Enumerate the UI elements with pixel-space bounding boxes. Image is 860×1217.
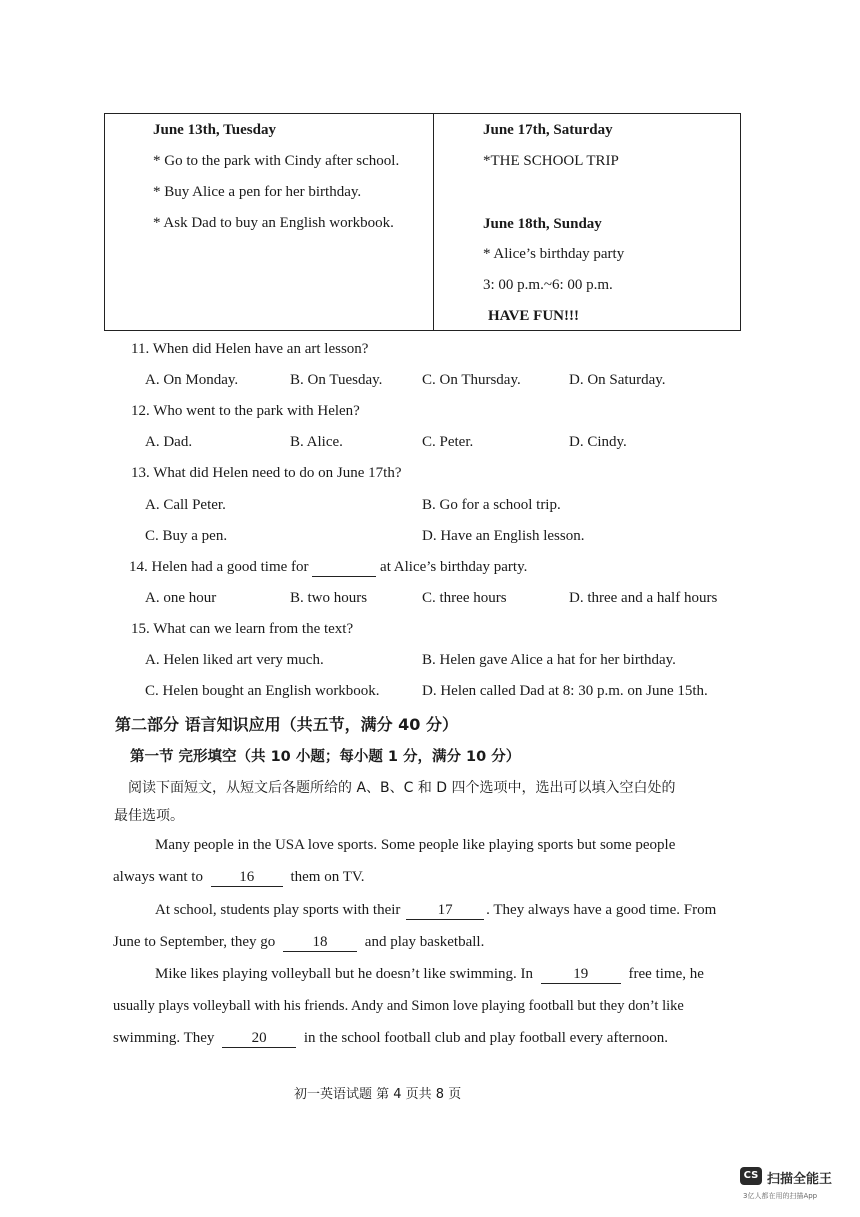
left-item-1: * Go to the park with Cindy after school.	[153, 153, 400, 169]
question-number: 11.	[131, 341, 150, 357]
question-text-after: at Alice’s birthday party.	[380, 559, 528, 575]
passage-p2-line2: June to September, they go 18 and play basketball.	[113, 934, 485, 950]
q11-option-a: A. On Monday.	[145, 372, 239, 388]
right-item-2: * Alice’s birthday party	[483, 246, 625, 262]
right-have-fun: HAVE FUN!!!	[488, 308, 579, 324]
q14-option-a: A. one hour	[145, 590, 217, 606]
question-14	[129, 559, 527, 577]
passage-p3-line1: Mike likes playing volleyball but he doesn’t like swimming. In 19 free time, he	[155, 966, 704, 982]
question-text: What did Helen need to do on June 17th?	[153, 465, 402, 481]
q14-option-d: D. three and a half hours	[569, 590, 718, 606]
q12-option-c: C. Peter.	[422, 434, 474, 450]
instruction-line-1: 阅读下面短文，从短文后各题所给的 A、B、C 和 D 四个选项中，选出可以填入空白处的	[128, 780, 676, 796]
passage-p3-line2: usually plays volleyball with his friends. Andy and Simon love playing football but they don’t like	[113, 998, 684, 1014]
blank-17: 17	[406, 902, 484, 920]
question-13	[131, 465, 402, 482]
q15-option-b: B. Helen gave Alice a hat for her birthday.	[422, 652, 676, 668]
passage-p2-line1: At school, students play sports with their 17 . They always have a good time. From	[155, 902, 717, 918]
q15-option-a: A. Helen liked art very much.	[145, 652, 324, 668]
right-item-1: *THE SCHOOL TRIP	[483, 153, 619, 169]
question-15	[131, 621, 353, 638]
question-text: When did Helen have an art lesson?	[152, 341, 369, 357]
question-text: What can we learn from the text?	[153, 621, 354, 637]
left-item-3: * Ask Dad to buy an English workbook.	[153, 215, 394, 231]
q14-option-b: B. two hours	[290, 590, 368, 606]
question-11	[131, 341, 368, 358]
left-item-2: * Buy Alice a pen for her birthday.	[153, 184, 362, 200]
q11-option-b: B. On Tuesday.	[290, 372, 383, 388]
q14-option-c: C. three hours	[422, 590, 507, 606]
q12-option-a: A. Dad.	[145, 434, 193, 450]
q12-option-b: B. Alice.	[290, 434, 343, 450]
q12-option-d: D. Cindy.	[569, 434, 627, 450]
answer-blank	[312, 559, 376, 577]
passage-p3-line3: swimming. They 20 in the school football club and play football every afternoon.	[113, 1030, 668, 1046]
q11-option-d: D. On Saturday.	[569, 372, 666, 388]
blank-16: 16	[211, 869, 283, 887]
table-divider	[433, 114, 434, 330]
question-number: 15.	[131, 621, 150, 637]
instruction-line-2: 最佳选项。	[114, 808, 184, 824]
right-date-2: June 18th, Sunday	[483, 216, 602, 232]
blank-19: 19	[541, 966, 621, 984]
q13-option-b: B. Go for a school trip.	[422, 497, 561, 513]
watermark-subtitle: 3亿人都在用的扫描App	[743, 1192, 818, 1200]
diary-table	[104, 113, 741, 331]
question-number: 14.	[129, 559, 148, 575]
q15-option-c: C. Helen bought an English workbook.	[145, 683, 380, 699]
right-date-1: June 17th, Saturday	[483, 122, 613, 138]
q13-option-a: A. Call Peter.	[145, 497, 226, 513]
q13-option-c: C. Buy a pen.	[145, 528, 228, 544]
blank-20: 20	[222, 1030, 296, 1048]
part2-heading: 第二部分 语言知识应用（共五节，满分 40 分）	[115, 715, 458, 734]
left-date: June 13th, Tuesday	[153, 122, 276, 138]
question-number: 13.	[131, 465, 150, 481]
question-12	[131, 403, 360, 420]
camscanner-logo-icon: CS	[740, 1167, 762, 1185]
passage-p1-line1: Many people in the USA love sports. Some people like playing sports but some people	[155, 837, 676, 853]
blank-18: 18	[283, 934, 357, 952]
right-time: 3: 00 p.m.~6: 00 p.m.	[483, 277, 613, 293]
question-number: 12.	[131, 403, 150, 419]
question-text: Helen had a good time for	[151, 559, 309, 575]
q15-option-d: D. Helen called Dad at 8: 30 p.m. on June 15th.	[422, 683, 708, 699]
question-text: Who went to the park with Helen?	[153, 403, 360, 419]
passage-p1-line2: always want to 16 them on TV.	[113, 869, 365, 885]
page-footer: 初一英语试题 第 4 页共 8 页	[294, 1087, 462, 1102]
watermark-title: 扫描全能王	[767, 1172, 833, 1187]
q11-option-c: C. On Thursday.	[422, 372, 521, 388]
q13-option-d: D. Have an English lesson.	[422, 528, 585, 544]
section1-heading: 第一节 完形填空（共 10 小题；每小题 1 分，满分 10 分）	[130, 749, 521, 765]
